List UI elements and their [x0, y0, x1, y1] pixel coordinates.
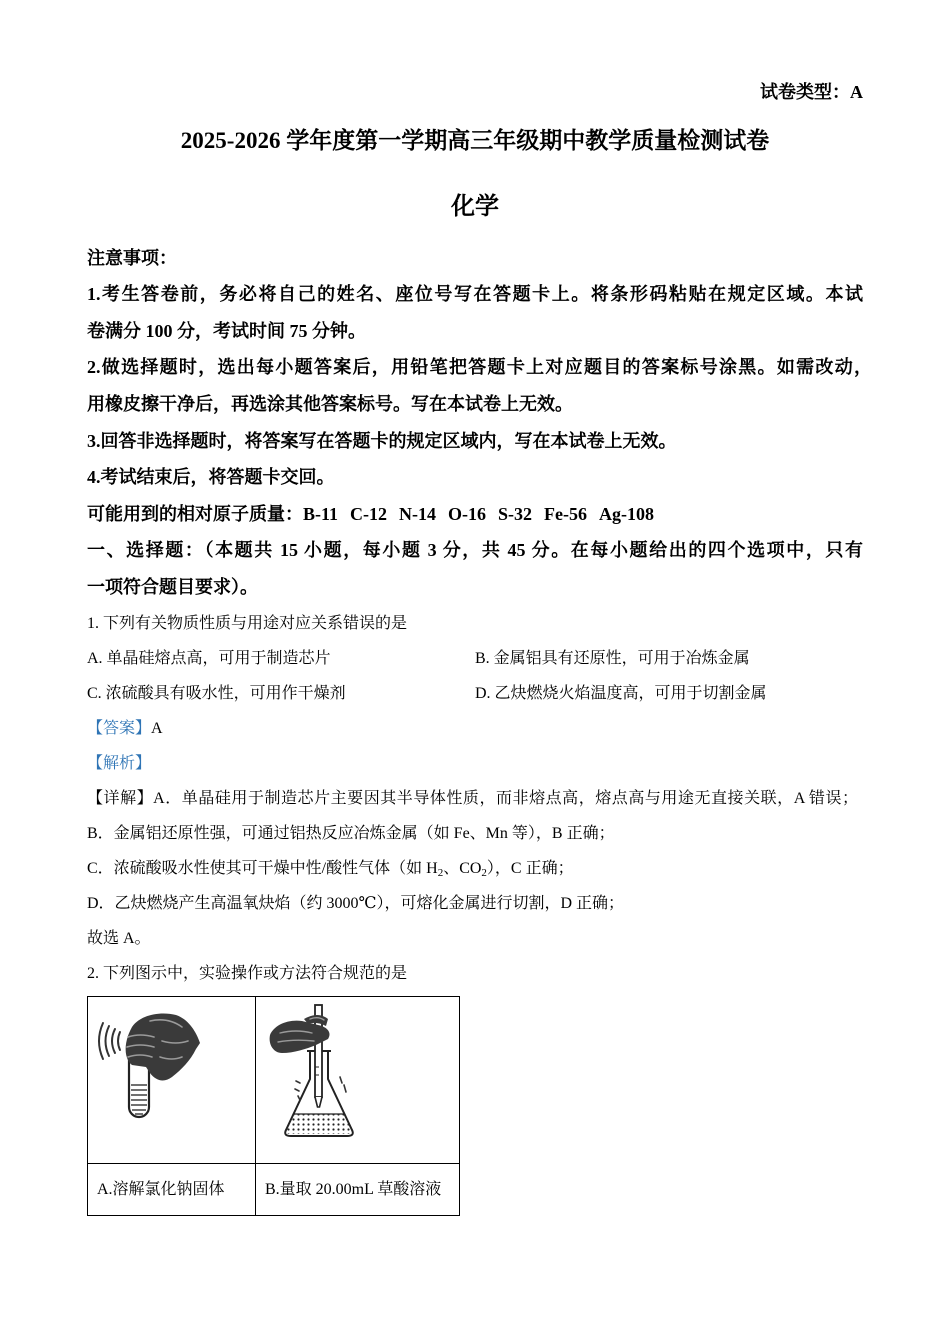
splash-mark [295, 1089, 299, 1091]
atomic-mass-ag: Ag-108 [599, 503, 655, 524]
atomic-mass-b: B-11 [303, 503, 339, 524]
section-heading-line-1: 一、选择题：（本题共 15 小题，每小题 3 分，共 45 分。在每小题给出的四个选项中，只有 [87, 540, 863, 561]
motion-line [118, 1032, 120, 1050]
notice-line-1: 1.考生答卷前，务必将自己的姓名、座位号写在答题卡上。将条形码粘贴在规定区域。本试 [87, 284, 863, 305]
answer-tag: 【答案】 [87, 719, 152, 737]
motion-line [106, 1026, 110, 1056]
atomic-mass-o: O-16 [448, 503, 487, 524]
splash-mark [296, 1081, 300, 1083]
subject-title: 化学 [451, 194, 499, 220]
detail-tag: 【详解】 [87, 789, 154, 807]
section-heading-line-2: 一项符合题目要求）。 [87, 577, 258, 598]
q1-stem: 1. 下列有关物质性质与用途对应关系错误的是 [87, 614, 408, 632]
q2-figure-table [87, 996, 460, 1216]
q2-option-b-cell [256, 1164, 459, 1215]
q1-option-b: B. 金属铝具有还原性，可用于冶炼金属 [475, 649, 750, 667]
q1-analysis-line [87, 746, 863, 781]
q1-detail-c-mid: 、CO [443, 859, 482, 877]
q1-answer: A [151, 719, 163, 737]
motion-line [99, 1023, 103, 1059]
q2-option-a-cell [88, 1164, 256, 1215]
q1-detail-d: D．乙炔燃烧产生高温氧炔焰（约 3000℃），可熔化金属进行切割，D 正确； [87, 894, 625, 912]
q2-stem: 2. 下列图示中，实验操作或方法符合规范的是 [87, 964, 408, 982]
question-body [87, 606, 863, 991]
q1-detail-c [87, 851, 863, 886]
notice-line-2: 卷满分 100 分，考试时间 75 分钟。 [87, 320, 366, 341]
subscript: 2 [437, 866, 444, 879]
notice-line-6: 4.考试结束后，将答题卡交回。 [87, 467, 335, 488]
q1-conclusion: 故选 A。 [87, 929, 151, 947]
atomic-mass-fe: Fe-56 [544, 503, 588, 524]
notice-heading: 注意事项： [87, 247, 177, 268]
q1-options-row-1 [87, 641, 863, 676]
atomic-mass-label: 可能用到的相对原子质量： [87, 503, 303, 524]
notice-line-3: 2.做选择题时，选出每小题答案后，用铅笔把答题卡上对应题目的答案标号涂黑。如需改动， [87, 357, 872, 378]
motion-lines [99, 1023, 120, 1059]
q1-option-a: A. 单晶硅熔点高，可用于制造芯片 [87, 649, 331, 667]
atomic-mass-s: S-32 [498, 503, 533, 524]
atomic-mass-n: N-14 [399, 503, 437, 524]
q1-detail-a-text: A．单晶硅用于制造芯片主要因其半导体性质，而非熔点高，熔点高与用途无直接关联，A 错误； [153, 789, 858, 807]
q1-detail-c-pre: C．浓硫酸吸水性使其可干燥中性/酸性气体（如 H [87, 859, 438, 877]
q2-option-b-label: B.量取 20.00mL 草酸溶液 [265, 1181, 442, 1198]
q2-option-a-label: A.溶解氯化钠固体 [97, 1181, 225, 1198]
splash-mark [344, 1085, 346, 1092]
splash-mark [298, 1096, 300, 1100]
splash-mark [340, 1077, 342, 1083]
notice-line-5: 3.回答非选择题时，将答案写在答题卡的规定区域内，写在本试卷上无效。 [87, 430, 677, 451]
motion-line [112, 1029, 115, 1053]
atomic-mass-line [87, 496, 863, 533]
q2-figure-cell-a [88, 997, 256, 1164]
test-tube-liquid [131, 1085, 147, 1114]
hand-shaking-test-tube-icon [88, 997, 255, 1163]
pipette-tip [315, 1097, 322, 1107]
q1-options-row-2 [87, 676, 863, 711]
analysis-tag: 【解析】 [87, 754, 152, 772]
paper-type-label: 试卷类型：A [760, 82, 863, 102]
notice-section [87, 240, 872, 606]
q2-figure-cell-b [256, 997, 459, 1164]
q1-option-d: D. 乙炔燃烧火焰温度高，可用于切割金属 [475, 684, 767, 702]
atomic-mass-c: C-12 [350, 503, 388, 524]
pipette-over-conical-flask-icon [256, 997, 459, 1163]
exam-title: 2025-2026 学年度第一学期高三年级期中教学质量检测试卷 [180, 128, 770, 153]
q1-detail-b: B．金属铝还原性强，可通过铝热反应冶炼金属（如 Fe、Mn 等），B 正确； [87, 824, 615, 842]
q1-detail-c-post: ），C 正确； [486, 859, 574, 877]
notice-line-4: 用橡皮擦干净后，再选涂其他答案标号。写在本试卷上无效。 [87, 394, 573, 415]
flask-liquid [285, 1114, 353, 1134]
q1-answer-line [87, 711, 863, 746]
q1-detail-a [87, 781, 858, 816]
subscript: 2 [481, 866, 487, 879]
q1-option-c: C. 浓硫酸具有吸水性，可用作干燥剂 [87, 684, 346, 702]
